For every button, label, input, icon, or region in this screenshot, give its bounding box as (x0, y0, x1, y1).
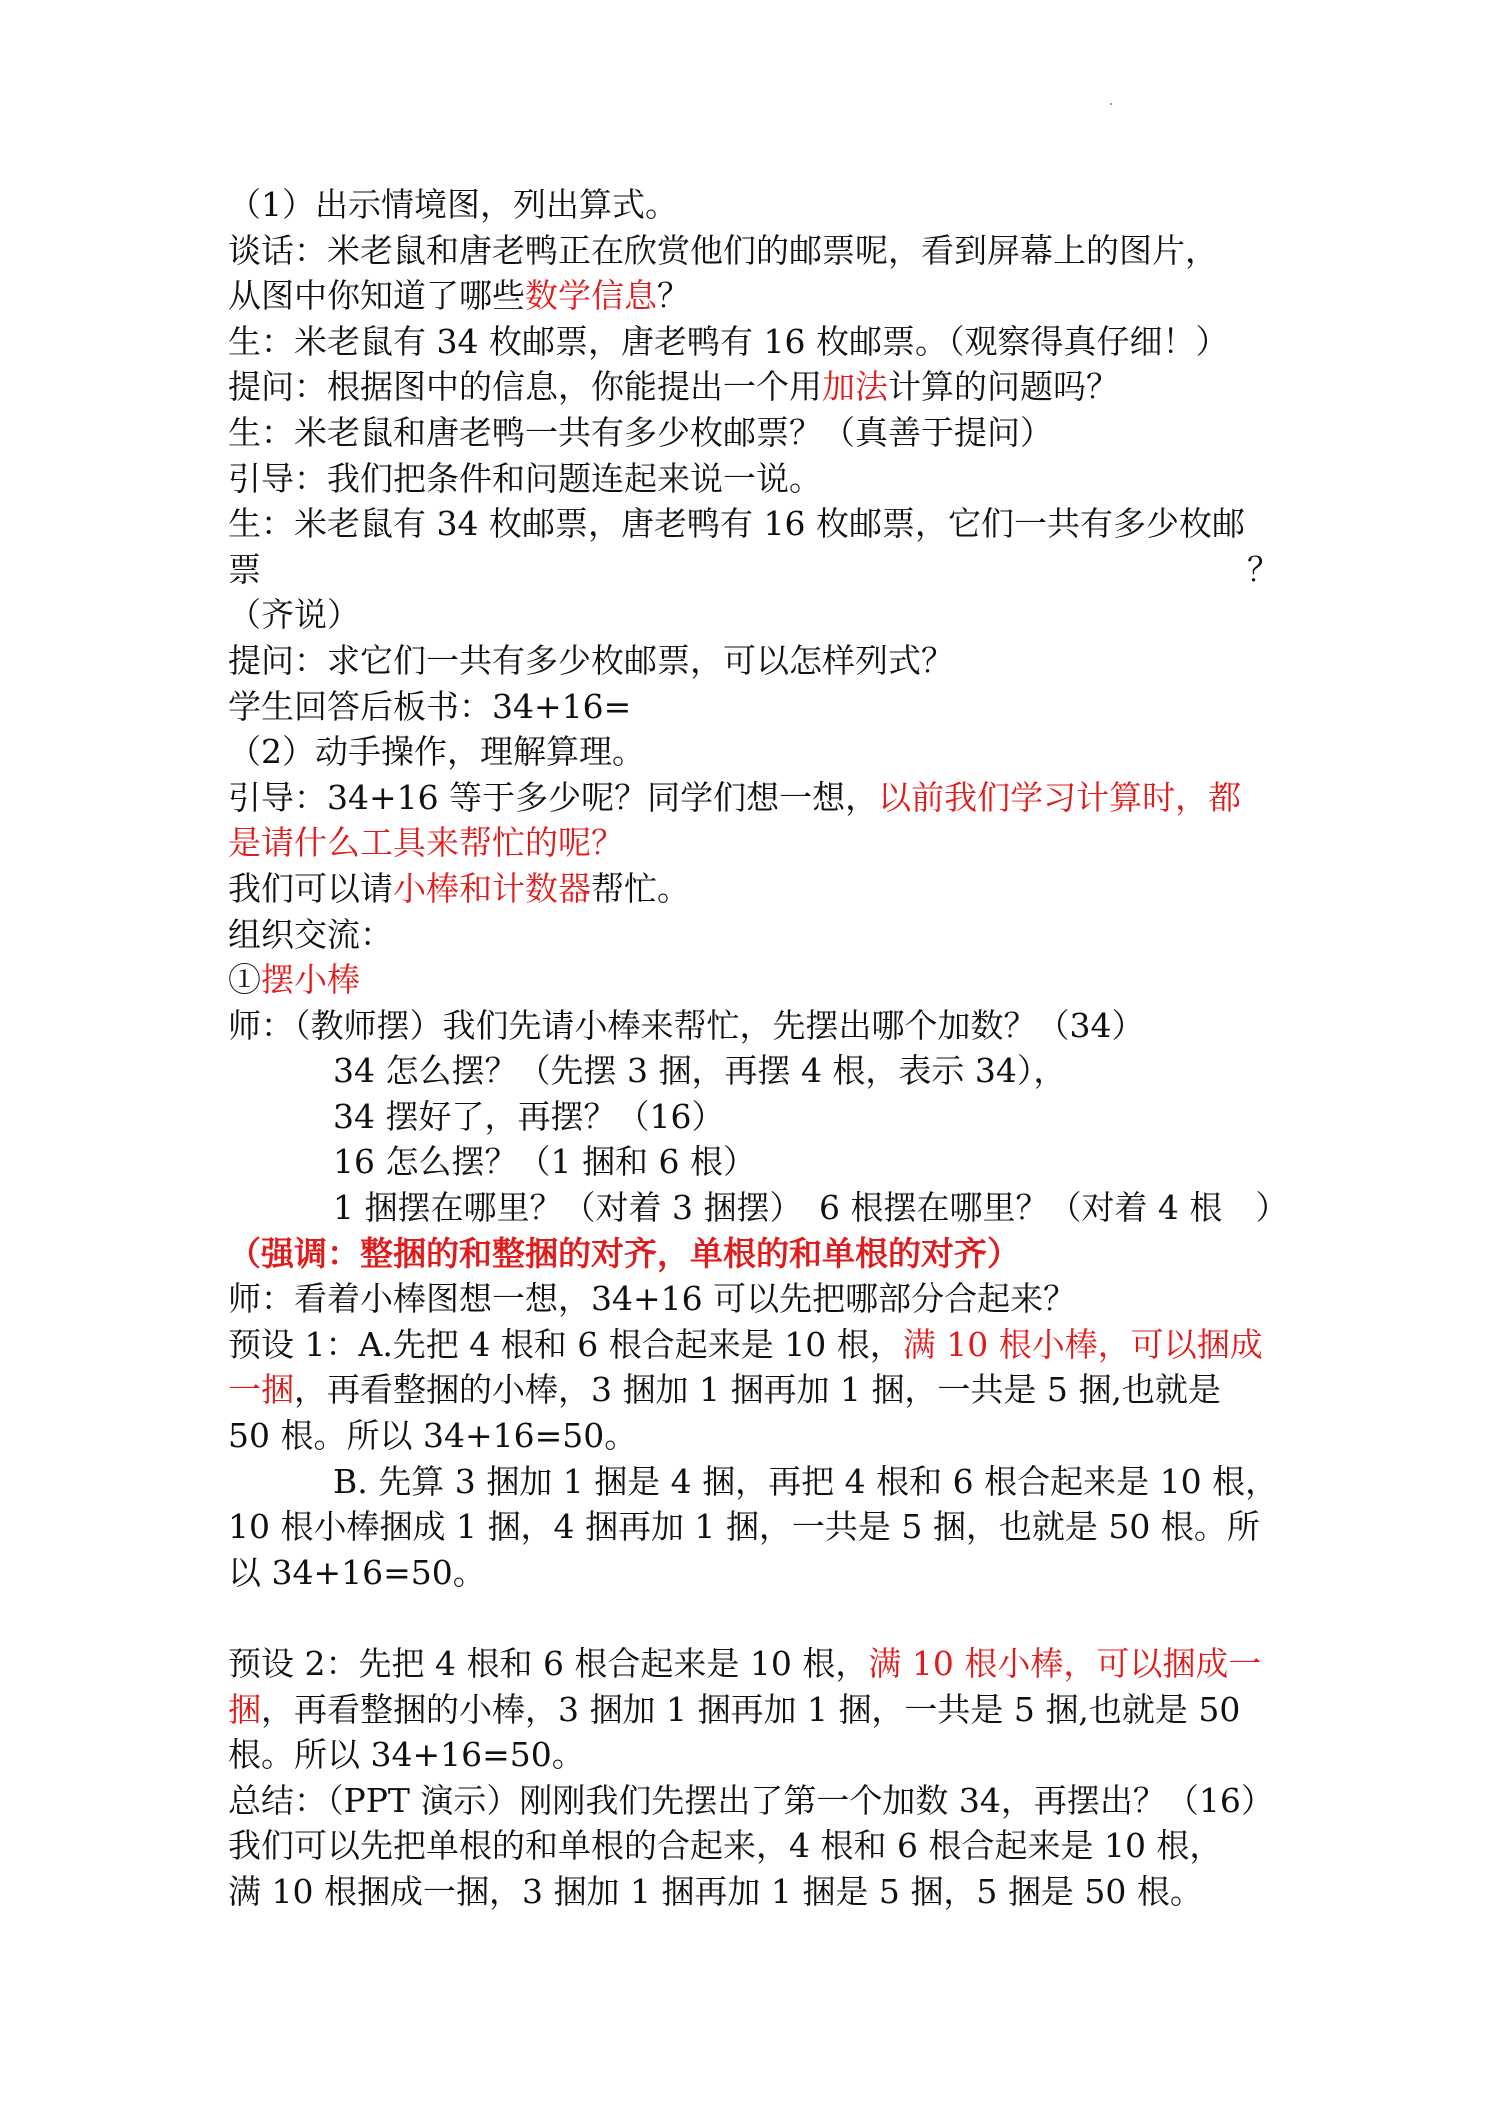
text-segment: 根。所以 34+16=50。 (228, 1735, 585, 1775)
text-segment: ，再看整捆的小棒，3 捆加 1 捆再加 1 捆，一共是 5 捆,也就是 50 (261, 1689, 1241, 1729)
text-segment: ？ (657, 276, 690, 316)
emphasis-text: 是请什么工具来帮忙的呢？ (228, 823, 624, 863)
text-line (228, 319, 1280, 365)
text-segment: 引导：34+16 等于多少呢？同学们想一想， (228, 777, 879, 817)
text-segment: 师：看着小棒图想一想，34+16 可以先把哪部分合起来？ (228, 1279, 1077, 1319)
text-segment: 学生回答后板书：34+16= (228, 686, 632, 726)
text-line (228, 684, 1280, 730)
text-segment: 提问：求它们一共有多少枚邮票，可以怎样列式？ (228, 640, 954, 680)
text-segment: 34 怎么摆？（先摆 3 捆，再摆 4 根，表示 34）， (333, 1051, 1067, 1091)
text-line (228, 501, 1280, 547)
emphasis-text: 一捆 (228, 1370, 294, 1410)
text-segment: 总结：（PPT 演示）刚刚我们先摆出了第一个加数 34，再摆出？（16） (228, 1780, 1274, 1820)
text-line (228, 410, 1280, 456)
text-segment: 师：（教师摆）我们先请小棒来帮忙，先摆出哪个加数？（34） (228, 1005, 1145, 1045)
text-line (228, 1732, 1280, 1778)
text-segment: 提问：根据图中的信息，你能提出一个用 (228, 367, 822, 407)
text-segment: 生：米老鼠有 34 枚邮票，唐老鸭有 16 枚邮票，它们一共有多少枚邮 (228, 504, 1245, 544)
text-segment: 我们可以请 (228, 868, 393, 908)
text-line (228, 1459, 1280, 1505)
emphasis-text: 数学信息 (525, 276, 657, 316)
blank-line (228, 1595, 1280, 1641)
text-line (228, 1139, 1280, 1185)
text-line (228, 1048, 1280, 1094)
text-line (228, 273, 1280, 319)
text-line (228, 228, 1280, 274)
text-line (228, 729, 1280, 775)
text-line (228, 592, 1280, 638)
text-segment: ① (228, 960, 261, 1000)
text-segment: ，再看整捆的小棒，3 捆加 1 捆再加 1 捆，一共是 5 捆,也就是 (294, 1370, 1221, 1410)
emphasis-text: （强调：整捆的和整捆的对齐，单根的和单根的对齐） (228, 1233, 1020, 1273)
emphasis-text: 加法 (822, 367, 888, 407)
text-segment: 10 根小棒捆成 1 捆，4 捆再加 1 捆，一共是 5 捆，也就是 50 根。所 (228, 1507, 1260, 1547)
text-line (228, 638, 1280, 684)
emphasis-text: 摆小棒 (261, 960, 360, 1000)
lesson-plan-document (228, 182, 1289, 1915)
text-segment: 以 34+16=50。 (228, 1552, 486, 1592)
text-segment: 我们可以先把单根的和单根的合起来，4 根和 6 根合起来是 10 根， (228, 1826, 1223, 1866)
text-segment: B. 先算 3 捆加 1 捆是 4 捆，再把 4 根和 6 根合起来是 10 根， (333, 1461, 1279, 1501)
text-segment: 16 怎么摆？（1 捆和 6 根） (333, 1142, 756, 1182)
emphasis-text: 捆 (228, 1689, 261, 1729)
text-line (228, 820, 1280, 866)
text-segment: （2）动手操作，理解算理。 (228, 732, 645, 772)
text-segment: （齐说） (228, 595, 360, 635)
text-segment: 满 10 根捆成一捆，3 捆加 1 捆再加 1 捆是 5 捆，5 捆是 50 根。 (228, 1871, 1203, 1911)
text-line (228, 1003, 1280, 1049)
text-segment: 票 (228, 549, 261, 589)
text-line (228, 1823, 1280, 1869)
text-line (228, 1276, 1280, 1322)
text-line (228, 364, 1280, 410)
emphasis-text: 满 10 根小棒，可以捆成 (902, 1324, 1263, 1364)
text-segment: 从图中你知道了哪些 (228, 276, 525, 316)
page-mark (1110, 103, 1112, 105)
text-segment: 预设 1：A.先把 4 根和 6 根合起来是 10 根， (228, 1324, 903, 1364)
text-segment: 生：米老鼠和唐老鸭一共有多少枚邮票？（真善于提问） (228, 412, 1053, 452)
text-segment: ？ (1247, 549, 1280, 589)
text-line (228, 1504, 1280, 1550)
text-segment: （1）出示情境图，列出算式。 (228, 185, 678, 224)
text-line (228, 456, 1280, 502)
text-segment: 帮忙。 (591, 868, 690, 908)
text-segment: 组织交流： (228, 914, 393, 954)
emphasis-text: 满 10 根小棒，可以捆成一 (868, 1644, 1262, 1683)
text-segment: 1 捆摆在哪里？（对着 3 捆摆） 6 根摆在哪里？（对着 4 根 ） (333, 1188, 1289, 1228)
text-segment: 引导：我们把条件和问题连起来说一说。 (228, 458, 822, 498)
text-segment: 50 根。所以 34+16=50。 (228, 1416, 638, 1456)
text-segment: 计算的问题吗？ (888, 367, 1119, 407)
text-line (228, 182, 1280, 228)
emphasis-text: 以前我们学习计算时，都 (878, 777, 1242, 817)
text-segment: 谈话：米老鼠和唐老鸭正在欣赏他们的邮票呢，看到屏幕上的图片， (228, 230, 1218, 270)
text-line (228, 1094, 1280, 1140)
text-line (228, 1413, 1280, 1459)
text-line (228, 1778, 1280, 1824)
text-line (228, 866, 1280, 912)
text-line (228, 1550, 1280, 1596)
text-line (228, 1367, 1280, 1413)
text-line (228, 1322, 1280, 1368)
text-line (228, 912, 1280, 958)
text-segment: 34 摆好了，再摆？（16） (333, 1096, 725, 1136)
text-line (228, 1231, 1280, 1277)
emphasis-text: 小棒和计数器 (393, 868, 591, 908)
text-line (228, 1687, 1280, 1733)
text-line (228, 1185, 1289, 1231)
text-line (228, 547, 1280, 593)
text-line (228, 1869, 1280, 1915)
text-line (228, 957, 1280, 1003)
text-line (228, 775, 1280, 821)
text-line (228, 1641, 1280, 1687)
text-segment: 预设 2：先把 4 根和 6 根合起来是 10 根， (228, 1644, 869, 1683)
text-segment: 生：米老鼠有 34 枚邮票，唐老鸭有 16 枚邮票。（观察得真仔细！） (228, 321, 1229, 361)
